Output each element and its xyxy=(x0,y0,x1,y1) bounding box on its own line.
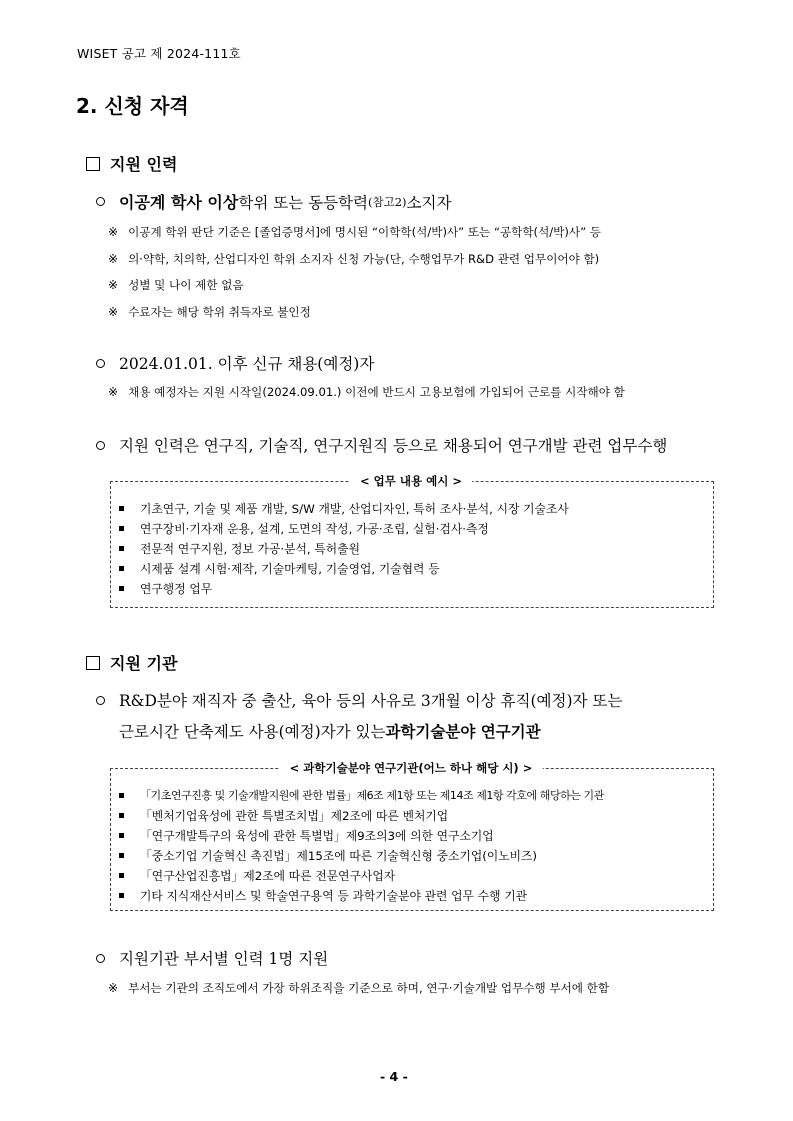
research-org-title: < 과학기술분야 연구기관(어느 하나 해당 시) > xyxy=(280,760,543,776)
note-text: 부서는 기관의 조직도에서 가장 하위조직을 기준으로 하며, 연구·기술개발 업무수행 부서에 한함 xyxy=(128,981,610,995)
list-item-text: 전문적 연구지원, 정보 가공·분석, 특허출원 xyxy=(140,541,360,556)
list-item-text: 「연구개발특구의 육성에 관한 특별법」제9조의3에 의한 연구소기업 xyxy=(140,828,494,843)
square-bullet-icon xyxy=(119,853,124,858)
subsection-support-org xyxy=(86,651,177,674)
square-bullet-icon xyxy=(119,566,124,571)
square-bullet-icon xyxy=(119,813,124,818)
hire-date-text: 2024.01.01. 이후 신규 채용(예정)자 xyxy=(119,355,375,373)
note-text: 의·약학, 치의학, 산업디자인 학위 소지자 신청 가능(단, 수행업무가 R&D 관련 업무이어야 함) xyxy=(128,252,600,266)
reference-mark-icon: ※ xyxy=(108,385,119,399)
square-bullet-icon xyxy=(119,506,124,511)
note-text: 수료자는 해당 학위 취득자로 불인정 xyxy=(128,305,311,319)
circle-bullet-icon xyxy=(96,441,105,450)
work-examples-box xyxy=(110,474,714,608)
note-completion xyxy=(108,304,311,320)
note-insurance xyxy=(108,384,625,400)
degree-ref: (참고2) xyxy=(367,194,407,209)
checkbox-square-icon xyxy=(86,157,100,171)
circle-bullet-icon xyxy=(96,359,105,368)
list-item-text: 기초연구, 기술 및 제품 개발, S/W 개발, 산업디자인, 특허 조사·분석, 시장 기술조사 xyxy=(140,501,569,516)
job-type-text: 지원 인력은 연구직, 기술직, 연구지원직 등으로 채용되어 연구개발 관련 업무수행 xyxy=(119,437,668,455)
list-item xyxy=(111,865,713,885)
subsection-heading: 지원 기관 xyxy=(110,654,178,673)
list-item xyxy=(111,518,713,538)
note-no-limit xyxy=(108,277,244,293)
work-examples-list xyxy=(111,498,713,598)
research-org-box xyxy=(110,761,714,911)
requirement-hire-date xyxy=(96,352,374,374)
square-bullet-icon xyxy=(119,793,124,798)
list-item-text: 「벤처기업육성에 관한 특별조치법」제2조에 따른 벤처기업 xyxy=(140,808,449,823)
requirement-org-line1 xyxy=(96,689,622,711)
note-department xyxy=(108,980,609,996)
list-item xyxy=(111,845,713,865)
list-item-text: 「기초연구진흥 및 기술개발지원에 관한 법률」제6조 제1항 또는 제14조 제1항 각호에 해당하는 기관 xyxy=(140,789,604,802)
square-bullet-icon xyxy=(119,893,124,898)
list-item xyxy=(111,885,713,905)
one-per-dept-text: 지원기관 부서별 인력 1명 지원 xyxy=(119,950,329,968)
page-number: - 4 - xyxy=(380,1069,408,1084)
reference-mark-icon: ※ xyxy=(108,278,119,292)
degree-rest: 학위 또는 동등학력 xyxy=(238,193,368,212)
list-item xyxy=(111,558,713,578)
list-item xyxy=(111,825,713,845)
list-item-text: 연구행정 업무 xyxy=(140,581,213,596)
note-text: 성별 및 나이 제한 없음 xyxy=(128,278,244,292)
research-org-list xyxy=(111,785,713,905)
list-item xyxy=(111,785,713,805)
list-item xyxy=(111,578,713,598)
org-line2-text: 근로시간 단축제도 사용(예정)자가 있는 xyxy=(119,723,386,741)
reference-mark-icon: ※ xyxy=(108,252,119,266)
section-title: 2. 신청 자격 xyxy=(76,94,189,118)
circle-bullet-icon xyxy=(96,954,105,963)
list-item xyxy=(111,805,713,825)
reference-mark-icon: ※ xyxy=(108,305,119,319)
org-line2-bold: 과학기술분야 연구기관 xyxy=(385,723,541,741)
circle-bullet-icon xyxy=(96,197,105,206)
list-item-text: 기타 지식재산서비스 및 학술연구용역 등 과학기술분야 관련 업무 수행 기관 xyxy=(140,888,528,903)
list-item-text: 「연구산업진흥법」제2조에 따른 전문연구사업자 xyxy=(140,868,396,883)
list-item-text: 연구장비·기자재 운용, 설계, 도면의 작성, 가공·조립, 실험·검사·측정 xyxy=(140,521,489,536)
list-item-text: 「중소기업 기술혁신 촉진법」제15조에 따른 기술혁신형 중소기업(이노비즈) xyxy=(140,848,538,863)
checkbox-square-icon xyxy=(86,656,100,670)
work-examples-title: < 업무 내용 예시 > xyxy=(350,473,472,489)
requirement-one-per-dept xyxy=(96,947,328,969)
square-bullet-icon xyxy=(119,526,124,531)
square-bullet-icon xyxy=(119,833,124,838)
document-number: WISET 공고 제 2024-111호 xyxy=(77,46,241,61)
note-text: 채용 예정자는 지원 시작일(2024.09.01.) 이전에 반드시 고용보험에 가입되어 근로를 시작해야 함 xyxy=(128,385,625,399)
square-bullet-icon xyxy=(119,546,124,551)
square-bullet-icon xyxy=(119,586,124,591)
note-degree-criteria xyxy=(108,224,601,240)
requirement-job-type xyxy=(96,434,667,456)
degree-tail: 소지자 xyxy=(406,193,452,212)
square-bullet-icon xyxy=(119,873,124,878)
list-item-text: 시제품 설계 시험·제작, 기술마케팅, 기술영업, 기술협력 등 xyxy=(140,561,440,576)
requirement-degree xyxy=(96,190,451,213)
note-text: 이공계 학위 판단 기준은 [졸업증명서]에 명시된 “이학학(석/박)사” 또는 “공학학(석/박)사” 등 xyxy=(128,225,601,239)
subsection-support-personnel xyxy=(86,152,177,175)
requirement-org-line2 xyxy=(119,720,541,742)
note-medical-degree xyxy=(108,251,599,267)
list-item xyxy=(111,498,713,518)
list-item xyxy=(111,538,713,558)
subsection-heading: 지원 인력 xyxy=(110,155,178,174)
degree-bold: 이공계 학사 이상 xyxy=(119,193,239,212)
circle-bullet-icon xyxy=(96,696,105,705)
reference-mark-icon: ※ xyxy=(108,981,119,995)
org-line1-text: R&D분야 재직자 중 출산, 육아 등의 사유로 3개월 이상 휴직(예정)자 또는 xyxy=(119,692,623,710)
reference-mark-icon: ※ xyxy=(108,225,119,239)
